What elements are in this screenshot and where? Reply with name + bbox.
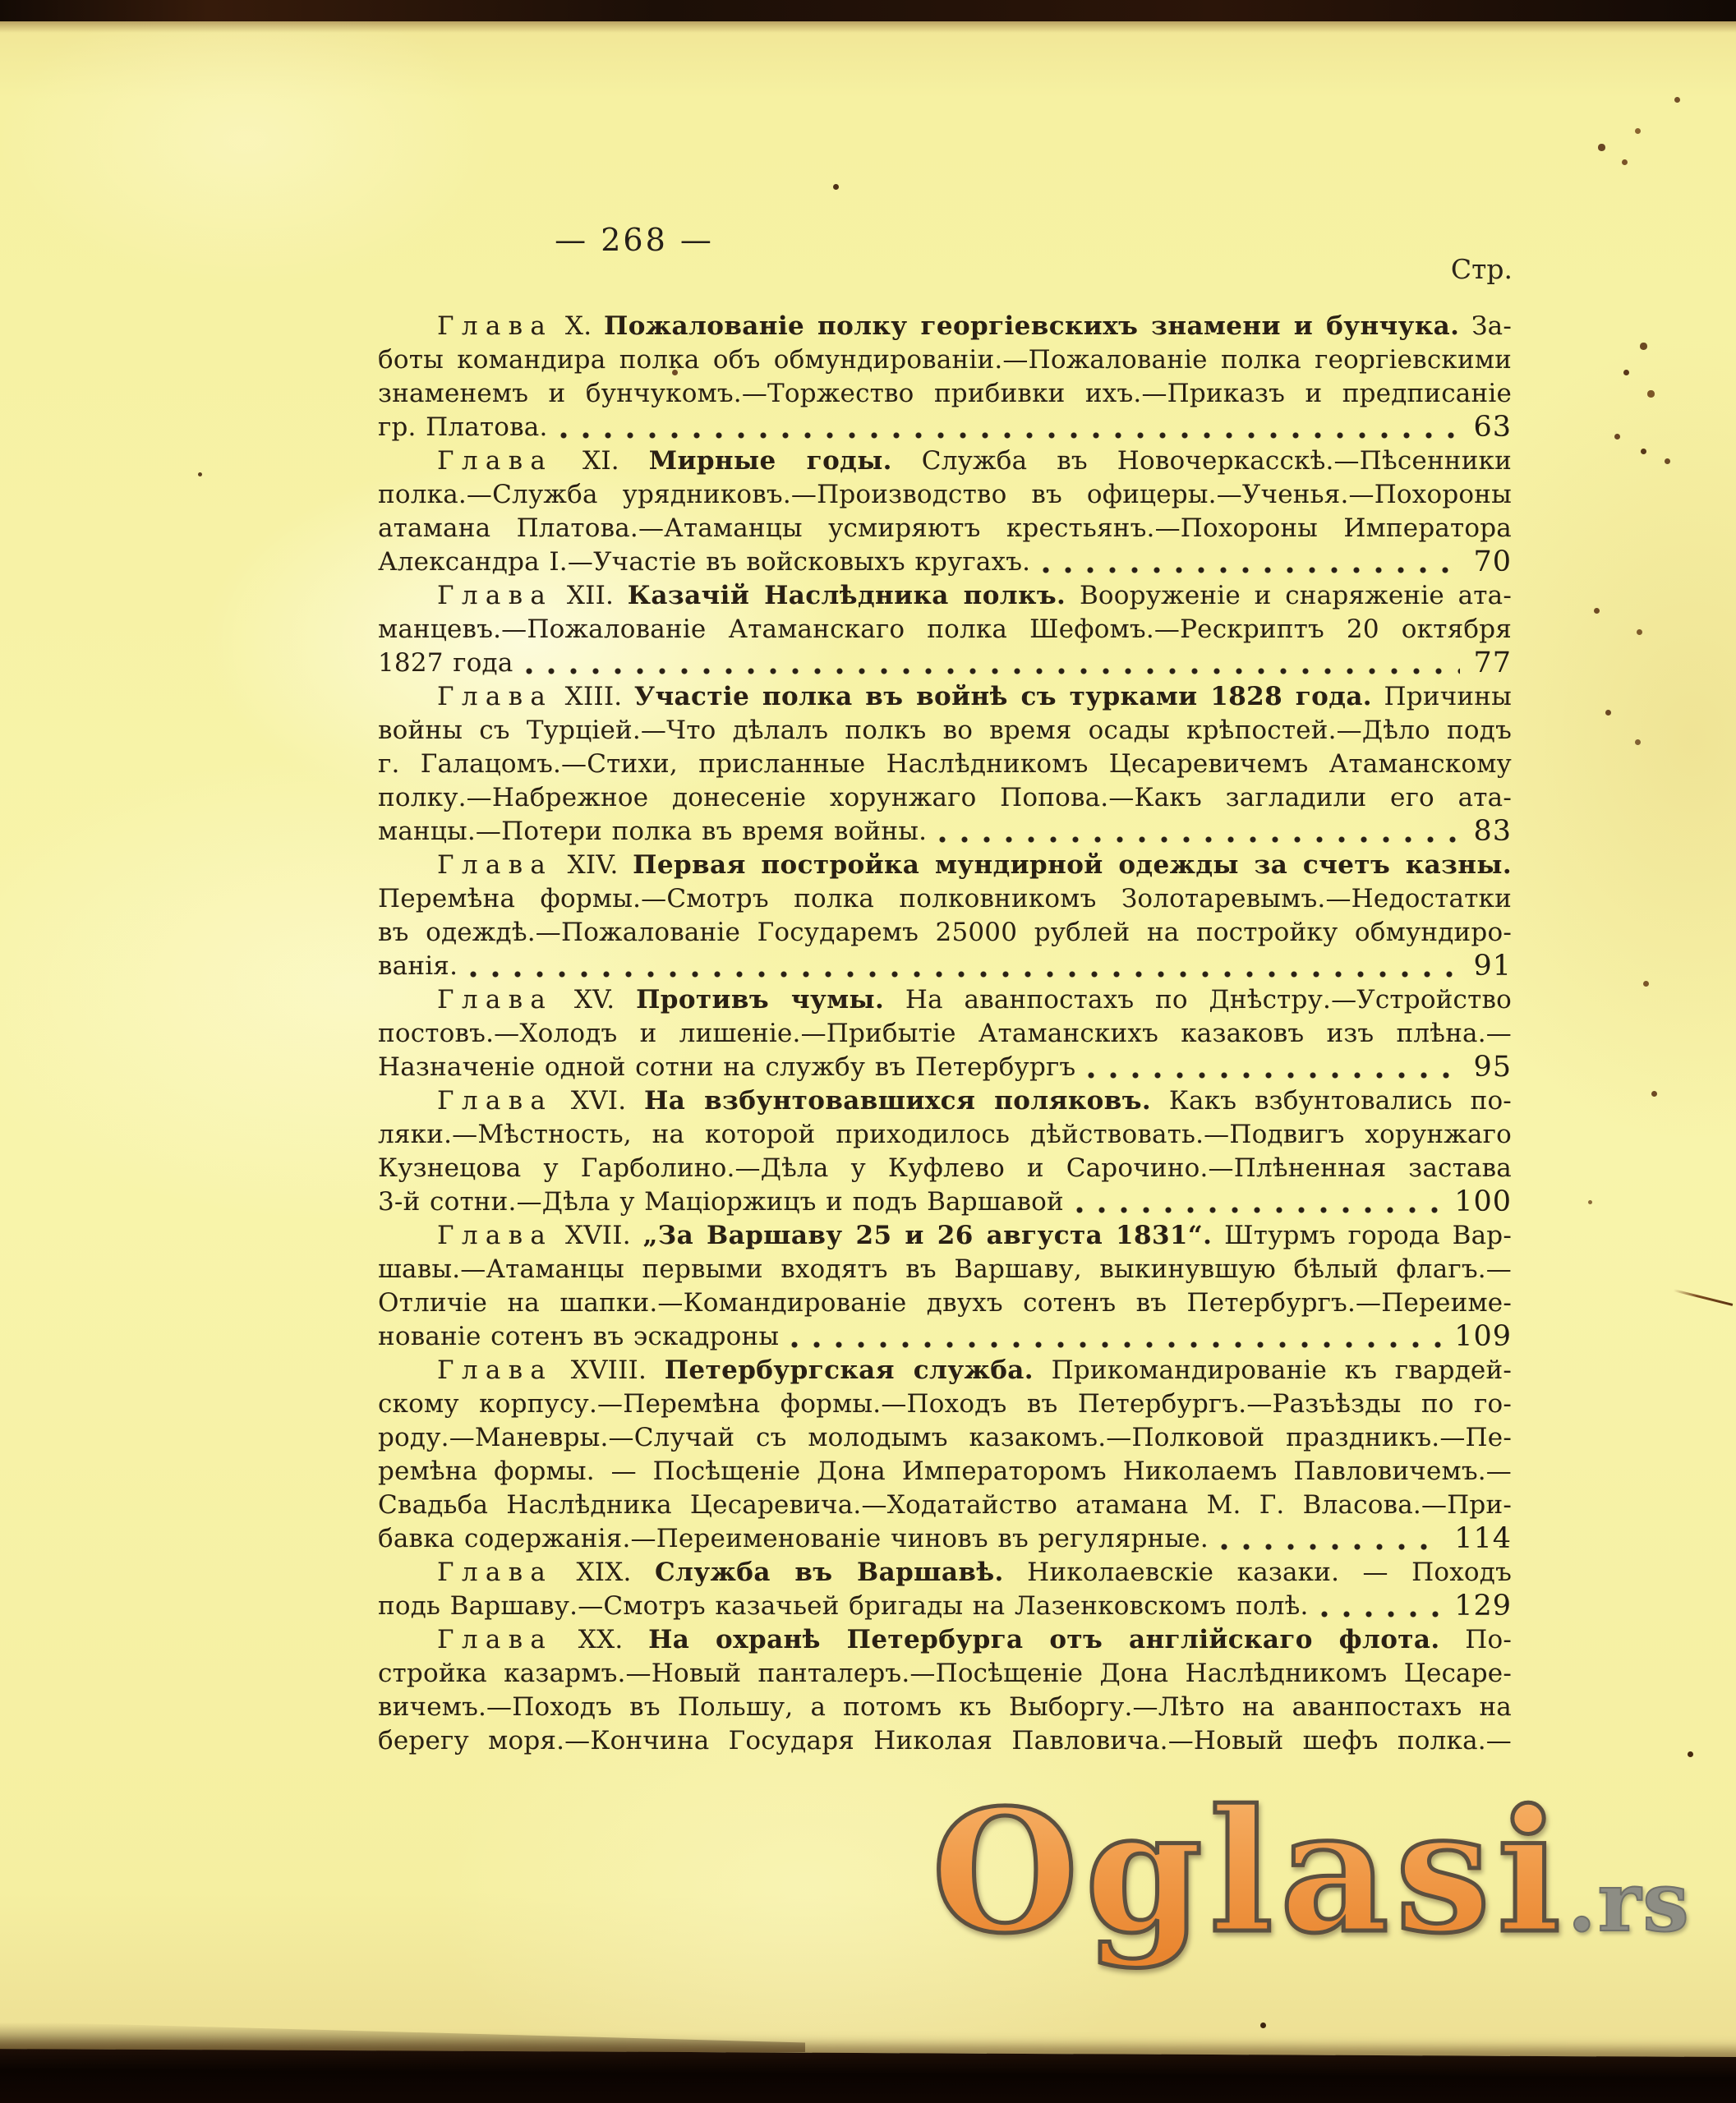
toc-line [378,1320,1512,1354]
toc-line [378,1017,1512,1051]
toc-line [378,1387,1512,1421]
toc-text: XVI. [553,1086,645,1116]
page-number: 91 [1473,950,1512,982]
chapter-title: Пожалованіе полку георгіевскихъ знамени и бунчука. [604,311,1460,341]
page-number: 109 [1454,1320,1512,1353]
toc-line-text [378,647,513,680]
toc-line-text [378,545,1030,579]
toc-line [378,1421,1512,1455]
toc-text: Перемѣна формы.—Смотръ полка полковникомъ Золотаревымъ.—Недостатки [378,884,1512,913]
dot-leader [1042,565,1460,575]
toc-text: XX. [553,1625,649,1654]
dot-leader [1087,1070,1460,1080]
chapter-title: Мирные годы. [648,446,892,476]
toc-text: За- [1459,311,1512,341]
chapter-title: Петербургская служба. [664,1355,1034,1385]
toc-text: постовъ.—Холодъ и лишеніе.—Прибытіе Атаманскихъ казаковъ изъ плѣна.— [378,1019,1512,1048]
toc-line [378,1051,1512,1084]
chapter-word: Глава [437,1086,554,1116]
toc-line-text [378,1051,1075,1084]
toc-line [378,1623,1512,1657]
toc-text: Причины [1372,682,1512,711]
toc-entry [378,680,1512,849]
toc-line-text [378,411,548,444]
toc-line [378,512,1512,545]
toc-text: роду.—Маневры.—Случай съ молодымъ казакомъ.—Полковой праздникъ.—Пе- [378,1423,1512,1452]
toc-text: Александра I.—Участіе въ войсковыхъ кругахъ. [378,547,1031,577]
dot-leader [1075,1205,1441,1215]
paper-specks [0,0,2,2]
toc-entry [378,579,1512,680]
toc-line [378,1185,1512,1219]
chapter-title: „За Варшаву 25 и 26 августа 1831“. [642,1221,1213,1250]
toc-text: въ одеждѣ.—Пожалованіе Государемъ 25000 рублей на постройку обмундиро- [378,918,1512,947]
toc-line [378,647,1512,680]
dot-leader [525,666,1461,676]
toc-text: манцевъ.—Пожалованіе Атаманскаго полка Шефомъ.—Рескриптъ 20 октября [378,614,1512,644]
toc-line [378,983,1512,1017]
chapter-word: Глава [437,1625,554,1654]
toc-line [378,1590,1512,1623]
toc-text: боты командира полка объ обмундированіи.—Пожалованіе полка георгіевскими [378,345,1512,375]
toc-text: полку.—Набрежное донесеніе хорунжаго Попова.—Какъ загладили его ата- [378,783,1512,812]
toc-line [378,781,1512,815]
toc-text: вичемъ.—Походъ въ Польшу, а потомъ къ Выборгу.—Лѣто на аванпостахъ на [378,1692,1512,1722]
chapter-title: Участіе полка въ войнѣ съ турками 1828 года. [633,682,1373,711]
chapter-title: Казачій Наслѣдника полкъ. [627,581,1066,610]
chapter-word: Глава [437,850,554,880]
chapter-word: Глава [437,446,554,476]
chapter-word: Глава [437,1355,554,1385]
toc-text: Отличіе на шапки.—Командированіе двухъ сотенъ въ Петербургъ.—Переиме- [378,1288,1512,1318]
dot-leader [469,969,1460,979]
page-number: 83 [1473,815,1512,848]
chapter-title: На охранѣ Петербурга отъ англійскаго флота. [648,1625,1440,1654]
toc-line [378,1286,1512,1320]
toc-text: XIII. [553,682,634,711]
toc-line [378,1152,1512,1185]
page-number: 77 [1473,647,1512,679]
toc-text: Николаевскіе казаки. — Походъ [1003,1558,1512,1587]
toc-line [378,748,1512,781]
toc-line-text [378,1185,1064,1219]
toc-text: ванія. [378,951,458,981]
toc-text: стройка казармъ.—Новый панталеръ.—Посѣщеніе Дона Наслѣдникомъ Цесаре- [378,1659,1512,1688]
toc-line [378,444,1512,478]
chapter-word: Глава [437,682,554,711]
toc-line-text [378,1320,779,1354]
toc-entry [378,444,1512,579]
toc-text: Вооруженіе и снаряженіе ата- [1066,581,1513,610]
toc-text: гр. Платова. [378,412,548,442]
toc-entry [378,1354,1512,1556]
toc-entry [378,1084,1512,1219]
toc-text: Штурмъ города Вар- [1212,1221,1512,1250]
toc-text: манцы.—Потери полка въ время войны. [378,817,928,846]
bottom-book-edge [0,2049,1736,2103]
toc-line [378,950,1512,983]
table-of-contents [378,310,1512,1758]
top-book-edge [0,0,1736,21]
toc-text: атамана Платова.—Атаманцы усмиряютъ крестьянъ.—Похороны Императора [378,513,1512,543]
toc-entry [378,849,1512,983]
toc-line [378,1657,1512,1691]
toc-line-text [378,1590,1309,1623]
watermark-main: Oglasi [932,1774,1568,1971]
toc-line [378,714,1512,748]
toc-line [378,1724,1512,1758]
page-number: 100 [1454,1185,1512,1218]
toc-line [378,310,1512,343]
watermark-suffix: .rs [1567,1853,1691,1950]
toc-line-text [378,1522,1209,1556]
toc-line-text [378,815,927,849]
toc-text: ремѣна формы. — Посѣщеніе Дона Императоромъ Николаемъ Павловичемъ.— [378,1456,1512,1486]
page-number: 63 [1473,411,1512,444]
dot-leader [1220,1542,1441,1552]
toc-text: XII. [553,581,628,610]
toc-line [378,1522,1512,1556]
toc-text: XVII. [553,1221,643,1250]
toc-line [378,377,1512,411]
page-number: 114 [1454,1522,1512,1555]
toc-line [378,1118,1512,1152]
chapter-word: Глава [437,311,554,341]
toc-text: ляки.—Мѣстность, на которой приходилось дѣйствовать.—Подвигъ хорунжаго [378,1120,1512,1149]
page-number: 95 [1473,1051,1512,1084]
page-number-header: — 268 — [555,222,714,258]
toc-text: подь Варшаву.—Смотръ казачьей бригады на Лазенковскомъ полѣ. [378,1591,1309,1621]
chapter-word: Глава [437,1558,554,1587]
toc-text: Служба въ Новочеркасскѣ.—Пѣсенники [891,446,1512,476]
toc-line [378,411,1512,444]
toc-line [378,1354,1512,1387]
toc-line [378,1219,1512,1253]
toc-text: шавы.—Атаманцы первыми входятъ въ Варшаву, выкинувшую бѣлый флагъ.— [378,1254,1512,1284]
chapter-title: Первая постройка мундирной одежды за счетъ казны. [633,850,1513,880]
toc-text: скому корпусу.—Перемѣна формы.—Походъ въ Петербургъ.—Разъѣзды по го- [378,1389,1512,1419]
toc-line [378,849,1512,882]
toc-line [378,815,1512,849]
toc-text: 3-й сотни.—Дѣла у Маціоржицъ и подъ Варшавой [378,1187,1064,1217]
toc-line [378,545,1512,579]
page-column-header: Стр. [1450,253,1513,285]
toc-text: XIX. [553,1558,655,1587]
watermark [932,1774,1691,1971]
chapter-word: Глава [437,985,554,1015]
toc-text: XIV. [553,850,633,880]
toc-entry [378,310,1512,444]
toc-entry [378,1623,1512,1758]
toc-text: г. Галацомъ.—Стихи, присланные Наслѣдникомъ Цесаревичемъ Атаманскому [378,749,1512,779]
toc-line [378,1691,1512,1724]
toc-line [378,1253,1512,1286]
toc-text: Какъ взбунтовались по- [1151,1086,1512,1116]
chapter-title: Противъ чумы. [636,985,885,1015]
toc-text: войны съ Турціей.—Что дѣлалъ полкъ во время осады крѣпостей.—Дѣло подъ [378,716,1512,745]
toc-entry [378,983,1512,1084]
page-number: 70 [1473,545,1512,578]
toc-line-text [378,950,458,983]
toc-text: На аванпостахъ по Днѣстру.—Устройство [884,985,1512,1015]
chapter-word: Глава [437,581,554,610]
dot-leader [1320,1609,1442,1619]
toc-text: X. [553,311,605,341]
toc-line [378,1556,1512,1590]
toc-text: XV. [553,985,637,1015]
toc-line [378,882,1512,916]
dot-leader [559,430,1461,440]
toc-line [378,579,1512,613]
toc-text: Прикомандированіе къ гвардей- [1033,1355,1512,1385]
toc-text: XVIII. [553,1355,665,1385]
bottom-page-shadow [0,2009,805,2052]
toc-line [378,1455,1512,1489]
toc-text: берегу моря.—Кончина Государя Николая Павловича.—Новый шефъ полка.— [378,1726,1512,1756]
toc-text: Кузнецова у Гарболино.—Дѣла у Куфлево и Сарочино.—Плѣненная застава [378,1153,1512,1183]
toc-text: бавка содержанія.—Переименованіе чиновъ въ регулярные. [378,1524,1209,1553]
page-number: 129 [1454,1590,1512,1622]
toc-text: Назначеніе одной сотни на службу въ Петербургъ [378,1052,1076,1082]
toc-line [378,680,1512,714]
toc-text: Свадьба Наслѣдника Цесаревича.—Ходатайство атамана М. Г. Власова.—При- [378,1490,1512,1520]
toc-text: По- [1439,1625,1513,1654]
toc-line [378,1489,1512,1522]
toc-text: XI. [553,446,649,476]
dot-leader [938,835,1460,844]
toc-text: 1827 года [378,648,513,678]
toc-line [378,916,1512,950]
toc-text: знаменемъ и бунчукомъ.—Торжество прибивки ихъ.—Приказъ и предписаніе [378,379,1512,408]
toc-text: полка.—Служба урядниковъ.—Производство въ офицеры.—Ученья.—Похороны [378,480,1512,509]
chapter-word: Глава [437,1221,554,1250]
chapter-title: На взбунтовавшихся поляковъ. [644,1086,1152,1116]
toc-line [378,343,1512,377]
toc-entry [378,1556,1512,1623]
toc-line [378,613,1512,647]
chapter-title: Служба въ Варшавѣ. [654,1558,1004,1587]
toc-line [378,478,1512,512]
toc-entry [378,1219,1512,1354]
paper-scratch [1674,1289,1734,1306]
dot-leader [790,1340,1441,1350]
toc-line [378,1084,1512,1118]
toc-text: нованіе сотенъ въ эскадроны [378,1322,780,1351]
